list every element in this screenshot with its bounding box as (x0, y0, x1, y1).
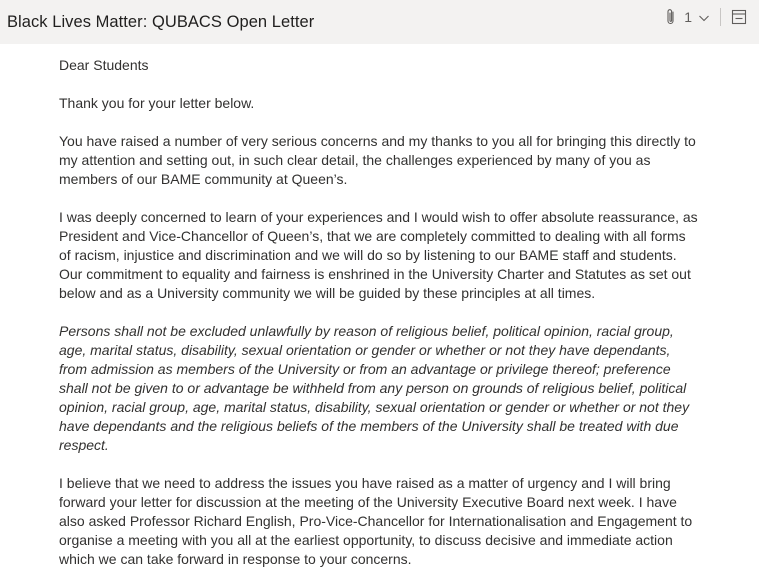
body-paragraph-2: You have raised a number of very serious concerns and my thanks to you all for bringing this directly to my attention and setting out, in such clear detail, the challenges experienced by many of you as members of our BAME community at Queen’s. (59, 133, 696, 187)
header-divider (720, 8, 721, 26)
message-header (0, 0, 759, 44)
paperclip-icon[interactable] (664, 8, 678, 26)
header-actions (664, 8, 747, 26)
charter-quote: Persons shall not be excluded unlawfully by reason of religious belief, political opinion, racial group, age, marital status, disability, sexual orientation or gender or whether or not they have dependants, from admission as members of the University or from an advantage or privilege thereof; preference shall not be given to or advantage be withheld from any person on grounds of religious belief, political opinion, racial group, age, marital status, disability, sexual orientation or gender or whether or not they have dependants and the religious beliefs of the members of the University shall be treated with due respect. (59, 323, 690, 453)
body-paragraph-1: Thank you for your letter below. (59, 95, 255, 111)
chevron-down-icon[interactable] (698, 11, 710, 23)
salutation: Dear Students (59, 57, 149, 73)
body-paragraph-4: I believe that we need to address the issues you have raised as a matter of urgency and I will bring forward your letter for discussion at the meeting of the University Executive Board next week. I have also asked Professor Richard English, Pro-Vice-Chancellor for Internationalisation and Engagement to organise a meeting with you all at the earliest opportunity, to discuss decisive and immediate action which we can take forward in response to your concerns. (59, 475, 693, 567)
body-paragraph-3: I was deeply concerned to learn of your experiences and I would wish to offer absolute reassurance, as President and Vice-Chancellor of Queen’s, that we are completely committed to dealing with all forms of racism, injustice and discrimination and we will do so by listening to our BAME staff and students. Our commitment to equality and fairness is enshrined in the University Charter and Statutes as set out below and as a University community we will be guided by these principles at all times. (59, 209, 698, 301)
message-subject: Black Lives Matter: QUBACS Open Letter (7, 12, 315, 31)
attachment-count[interactable]: 1 (684, 9, 692, 25)
message-body (0, 44, 700, 569)
open-in-new-window-icon[interactable] (731, 9, 747, 25)
